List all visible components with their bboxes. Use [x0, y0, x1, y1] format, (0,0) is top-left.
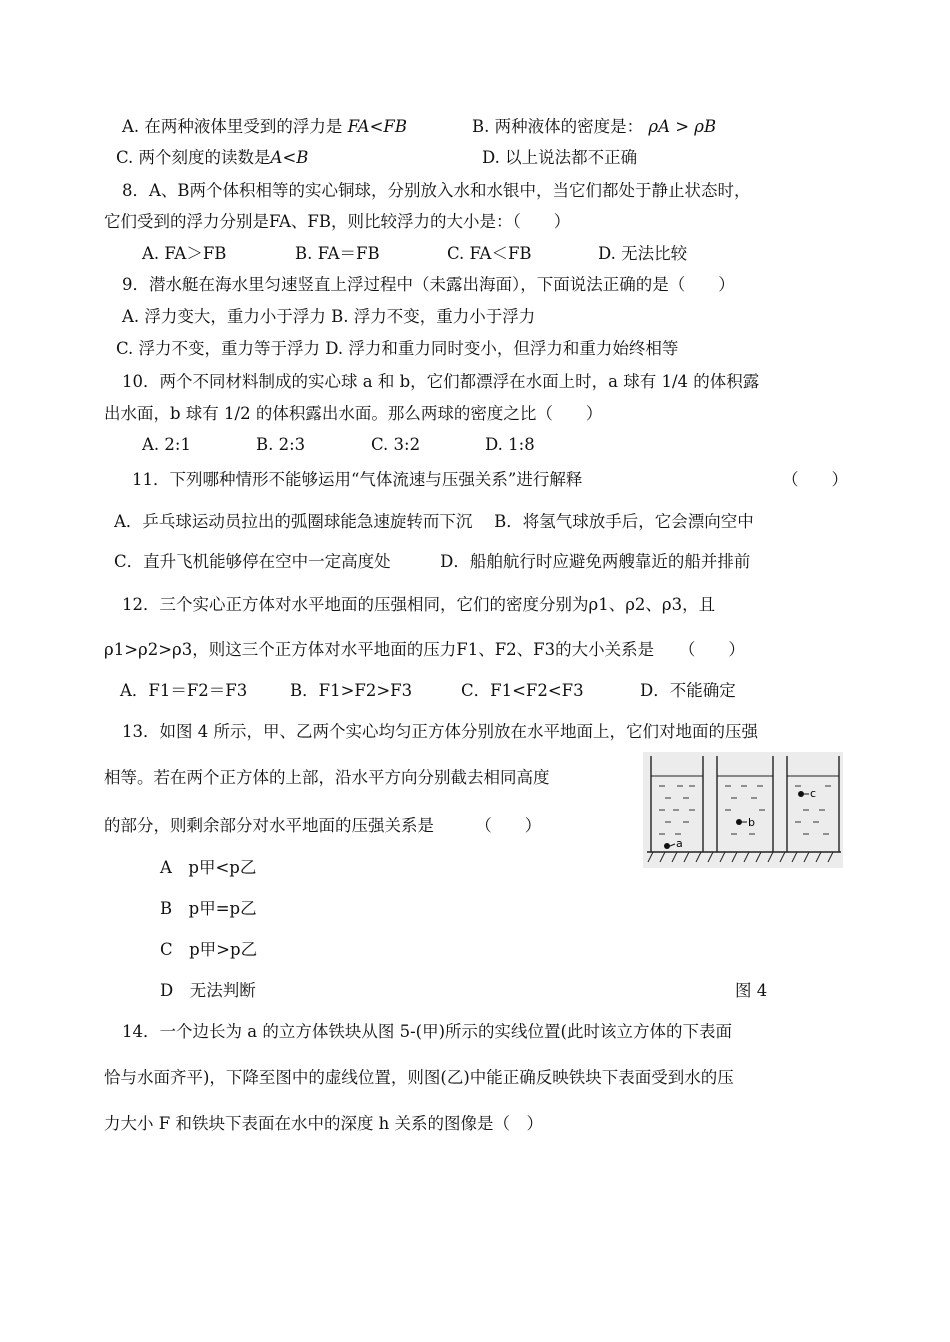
figure-4-containers [643, 752, 843, 868]
q8-option-d: D. 无法比较 [598, 244, 688, 263]
q13-stem-line2: 相等。若在两个正方体的上部，沿水平方向分别截去相同高度 [104, 768, 550, 787]
q7-option-b-math: ρA > ρB [648, 117, 717, 136]
q7-option-c-math: A<B [270, 148, 309, 167]
q10-option-b: B. 2:3 [256, 435, 306, 454]
q9-options-cd: C. 浮力不变，重力等于浮力 D. 浮力和重力同时变小，但浮力和重力始终相等 [116, 339, 679, 358]
q7-option-d: D. 以上说法都不正确 [482, 148, 638, 167]
q12-option-b: B．F1>F2>F3 [290, 681, 413, 700]
q13-option-c: C p甲>p乙 [160, 940, 258, 959]
ball-b [736, 819, 742, 825]
ball-c-label: c [810, 787, 817, 800]
q14-stem-line2: 恰与水面齐平)，下降至图中的虚线位置，则图(乙)中能正确反映铁块下表面受到水的压 [104, 1068, 734, 1087]
q7-option-b: B. 两种液体的密度是： ρA > ρB [472, 117, 717, 136]
q13-option-b: B p甲=p乙 [160, 899, 257, 918]
q8-option-b: B. FA＝FB [295, 244, 380, 263]
q8-stem-line2: 它们受到的浮力分别是FA、FB，则比较浮力的大小是：（ ） [104, 212, 571, 231]
q10-stem-line2: 出水面，b 球有 1/2 的体积露出水面。那么两球的密度之比（ ） [104, 404, 603, 423]
q11-options-cd: C．直升飞机能够停在空中一定高度处 D．船舶航行时应避免两艘靠近的船并排前 [114, 552, 751, 571]
ball-a-label: a [676, 837, 683, 850]
q14-stem-line3: 力大小 F 和铁块下表面在水中的深度 h 关系的图像是（ ） [104, 1114, 544, 1133]
q12-stem-line1: 12．三个实心正方体对水平地面的压强相同，它们的密度分别为ρ1、ρ2、ρ3，且 [122, 595, 716, 614]
ball-b-label: b [748, 816, 755, 829]
q8-stem-line1: 8．A、B两个体积相等的实心铜球，分别放入水和水银中，当它们都处于静止状态时， [122, 181, 751, 200]
ball-c [798, 791, 804, 797]
q11-answer-bracket: （ ） [782, 470, 848, 489]
q10-stem-line1: 10．两个不同材料制成的实心球 a 和 b，它们都漂浮在水面上时，a 球有 1/4 的体积露 [122, 372, 760, 391]
q8-option-c: C. FA＜FB [447, 244, 532, 263]
q10-option-c: C. 3:2 [371, 435, 421, 454]
q12-stem-line2: ρ1>ρ2>ρ3，则这三个正方体对水平地面的压力F1、F2、F3的大小关系是 （ ） [104, 640, 745, 659]
q13-option-a: A p甲<p乙 [160, 858, 257, 877]
q10-option-d: D. 1:8 [485, 435, 535, 454]
q11-options-ab: A．乒乓球运动员拉出的弧圈球能急速旋转而下沉 B．将氢气球放手后，它会漂向空中 [114, 512, 754, 531]
q11-stem: 11．下列哪种情形不能够运用“气体流速与压强关系”进行解释 [132, 470, 583, 489]
q7-option-a-math: FA<FB [347, 117, 407, 136]
ball-a [664, 843, 670, 849]
q7-option-a: A. 在两种液体里受到的浮力是 FA<FB [122, 117, 407, 136]
q9-options-ab: A. 浮力变大，重力小于浮力 B. 浮力不变，重力小于浮力 [122, 307, 536, 326]
q13-option-d: D 无法判断 [160, 981, 256, 1000]
q14-stem-line1: 14．一个边长为 a 的立方体铁块从图 5-(甲)所示的实线位置(此时该立方体的下表面 [122, 1022, 732, 1041]
q9-stem: 9．潜水艇在海水里匀速竖直上浮过程中（未露出海面），下面说法正确的是（ ） [122, 275, 735, 294]
q13-stem-line3: 的部分，则剩余部分对水平地面的压强关系是 （ ） [104, 816, 542, 835]
q10-option-a: A. 2:1 [142, 435, 191, 454]
q13-stem-line1: 13．如图 4 所示，甲、乙两个实心均匀正方体分别放在水平地面上，它们对地面的压强 [122, 722, 758, 741]
q12-option-c: C．F1<F2<F3 [461, 681, 584, 700]
q8-option-a: A. FA＞FB [142, 244, 227, 263]
figure-4-caption: 图 4 [735, 981, 768, 1000]
q7-option-c: C. 两个刻度的读数是A<B [116, 148, 309, 167]
q12-option-d: D．不能确定 [640, 681, 736, 700]
q12-option-a: A．F1＝F2＝F3 [120, 681, 248, 700]
